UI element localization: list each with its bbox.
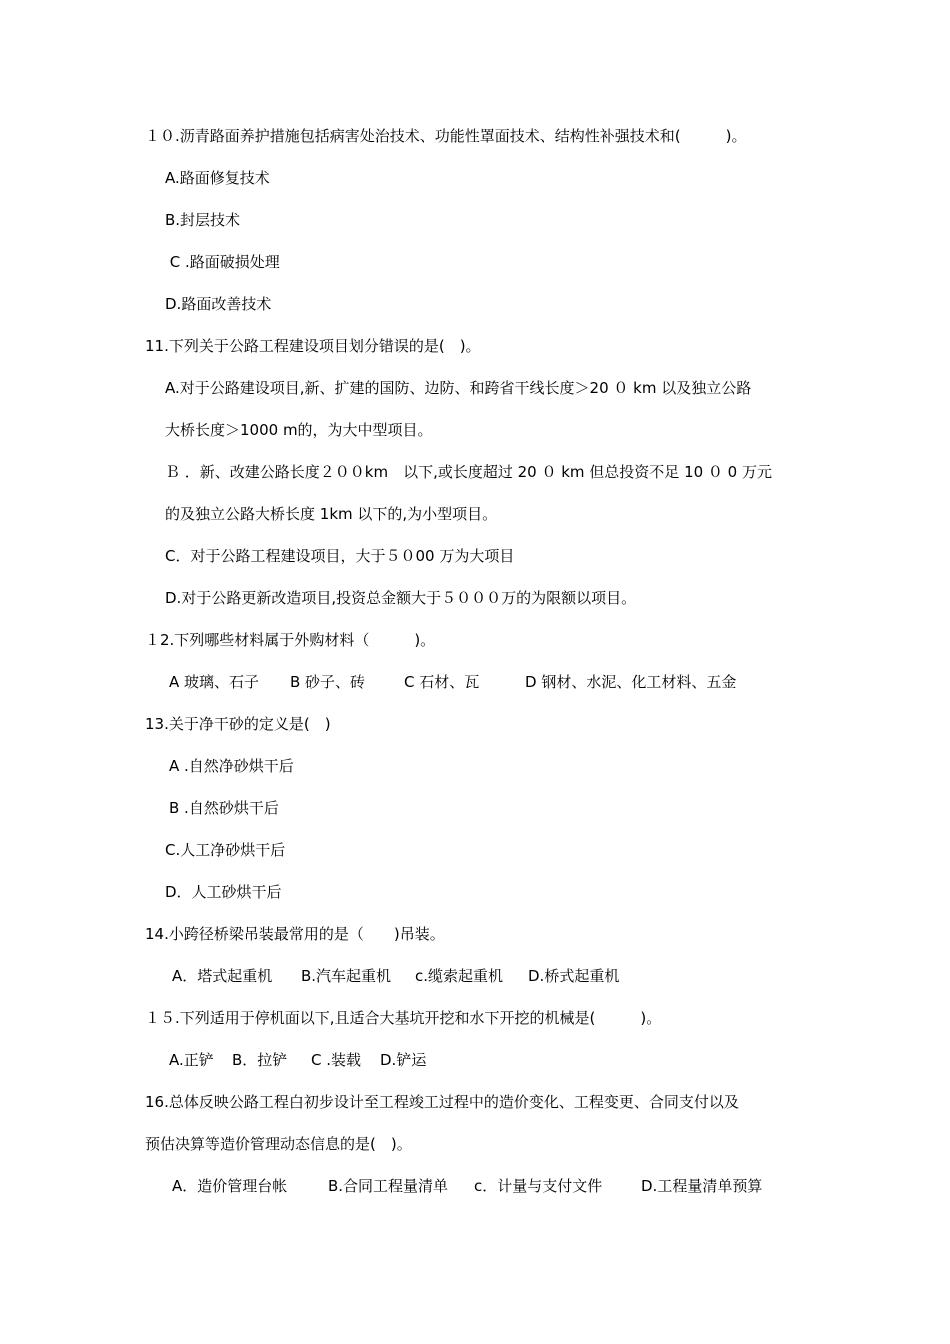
question-16-option-d: D.工程量清单预算: [641, 1177, 763, 1195]
question-15-option-c: C .装载: [311, 1051, 362, 1069]
question-10-option-a: A.路面修复技术: [165, 169, 270, 187]
question-15-options-row: [169, 1050, 427, 1070]
question-10-option-c: C .路面破损处理: [165, 253, 280, 271]
question-12-options-row: [169, 672, 737, 692]
question-15-stem: １５.下列适用于停机面以下,且适合大基坑开挖和水下开挖的机械是( )。: [145, 1009, 662, 1027]
question-15-option-a: A.正铲: [169, 1051, 214, 1069]
question-10-stem: １０.沥青路面养护措施包括病害处治技术、功能性罩面技术、结构性补强技术和( )。: [145, 127, 747, 145]
question-11-option-a-line2: 大桥长度＞1000 m的，为大中型项目。: [165, 421, 433, 439]
question-11-option-b-line2: 的及独立公路大桥长度 1km 以下的,为小型项目。: [165, 505, 498, 523]
question-11-stem: 11.下列关于公路工程建设项目划分错误的是( )。: [145, 337, 481, 355]
question-12-option-c: C 石材、瓦: [404, 673, 480, 691]
question-15-option-b: B．拉铲: [232, 1051, 288, 1069]
question-14-stem: 14.小跨径桥梁吊装最常用的是（ )吊装。: [145, 925, 445, 943]
question-15-option-d: D.铲运: [380, 1051, 427, 1069]
question-16-option-b: B.合同工程量清单: [328, 1177, 449, 1195]
question-14-option-d: D.桥式起重机: [528, 967, 620, 985]
question-16-options-row: [172, 1176, 763, 1196]
question-12-option-b: B 砂子、砖: [290, 673, 366, 691]
question-10-option-d: D.路面改善技术: [165, 295, 272, 313]
question-13-option-d: D．人工砂烘干后: [165, 883, 282, 901]
question-16-option-c: c．计量与支付文件: [474, 1177, 603, 1195]
question-11-option-d: D.对于公路更新改造项目,投资总金额大于５０００万的为限额以项目。: [165, 589, 637, 607]
question-11-option-c: C．对于公路工程建设项目，大于５０00 万为大项目: [165, 547, 515, 565]
question-13-stem: 13.关于净干砂的定义是( ): [145, 715, 331, 733]
question-10-option-b: B.封层技术: [165, 211, 241, 229]
question-14-options-row: [172, 966, 620, 986]
question-12-stem: １2.下列哪些材料属于外购材料（ )。: [145, 631, 436, 649]
question-13-option-c: C.人工净砂烘干后: [165, 841, 286, 859]
question-14-option-a: A．塔式起重机: [172, 967, 273, 985]
question-12-option-a: A 玻璃、石子: [169, 673, 260, 691]
question-13-option-a: A .自然净砂烘干后: [169, 757, 294, 775]
question-16-stem-line1: 16.总体反映公路工程白初步设计至工程竣工过程中的造价变化、工程变更、合同支付以及: [145, 1093, 739, 1111]
question-13-option-b: B .自然砂烘干后: [169, 799, 279, 817]
question-12-option-d: D 钢材、水泥、化工材料、五金: [525, 673, 737, 691]
question-16-stem-line2: 预估决算等造价管理动态信息的是( )。: [145, 1135, 412, 1153]
question-11-option-a-line1: A.对于公路建设项目,新、扩建的国防、边防、和跨省干线长度＞20 ０ km 以及独立公路: [165, 379, 752, 397]
question-11-option-b-line1: Ｂ ．新、改建公路长度２００km 以下,或长度超过 20 ０ km 但总投资不足 10 ０ 0 万元: [165, 463, 772, 481]
question-14-option-c: c.缆索起重机: [415, 967, 504, 985]
question-16-option-a: A．造价管理台帐: [172, 1177, 288, 1195]
question-14-option-b: B.汽车起重机: [301, 967, 392, 985]
